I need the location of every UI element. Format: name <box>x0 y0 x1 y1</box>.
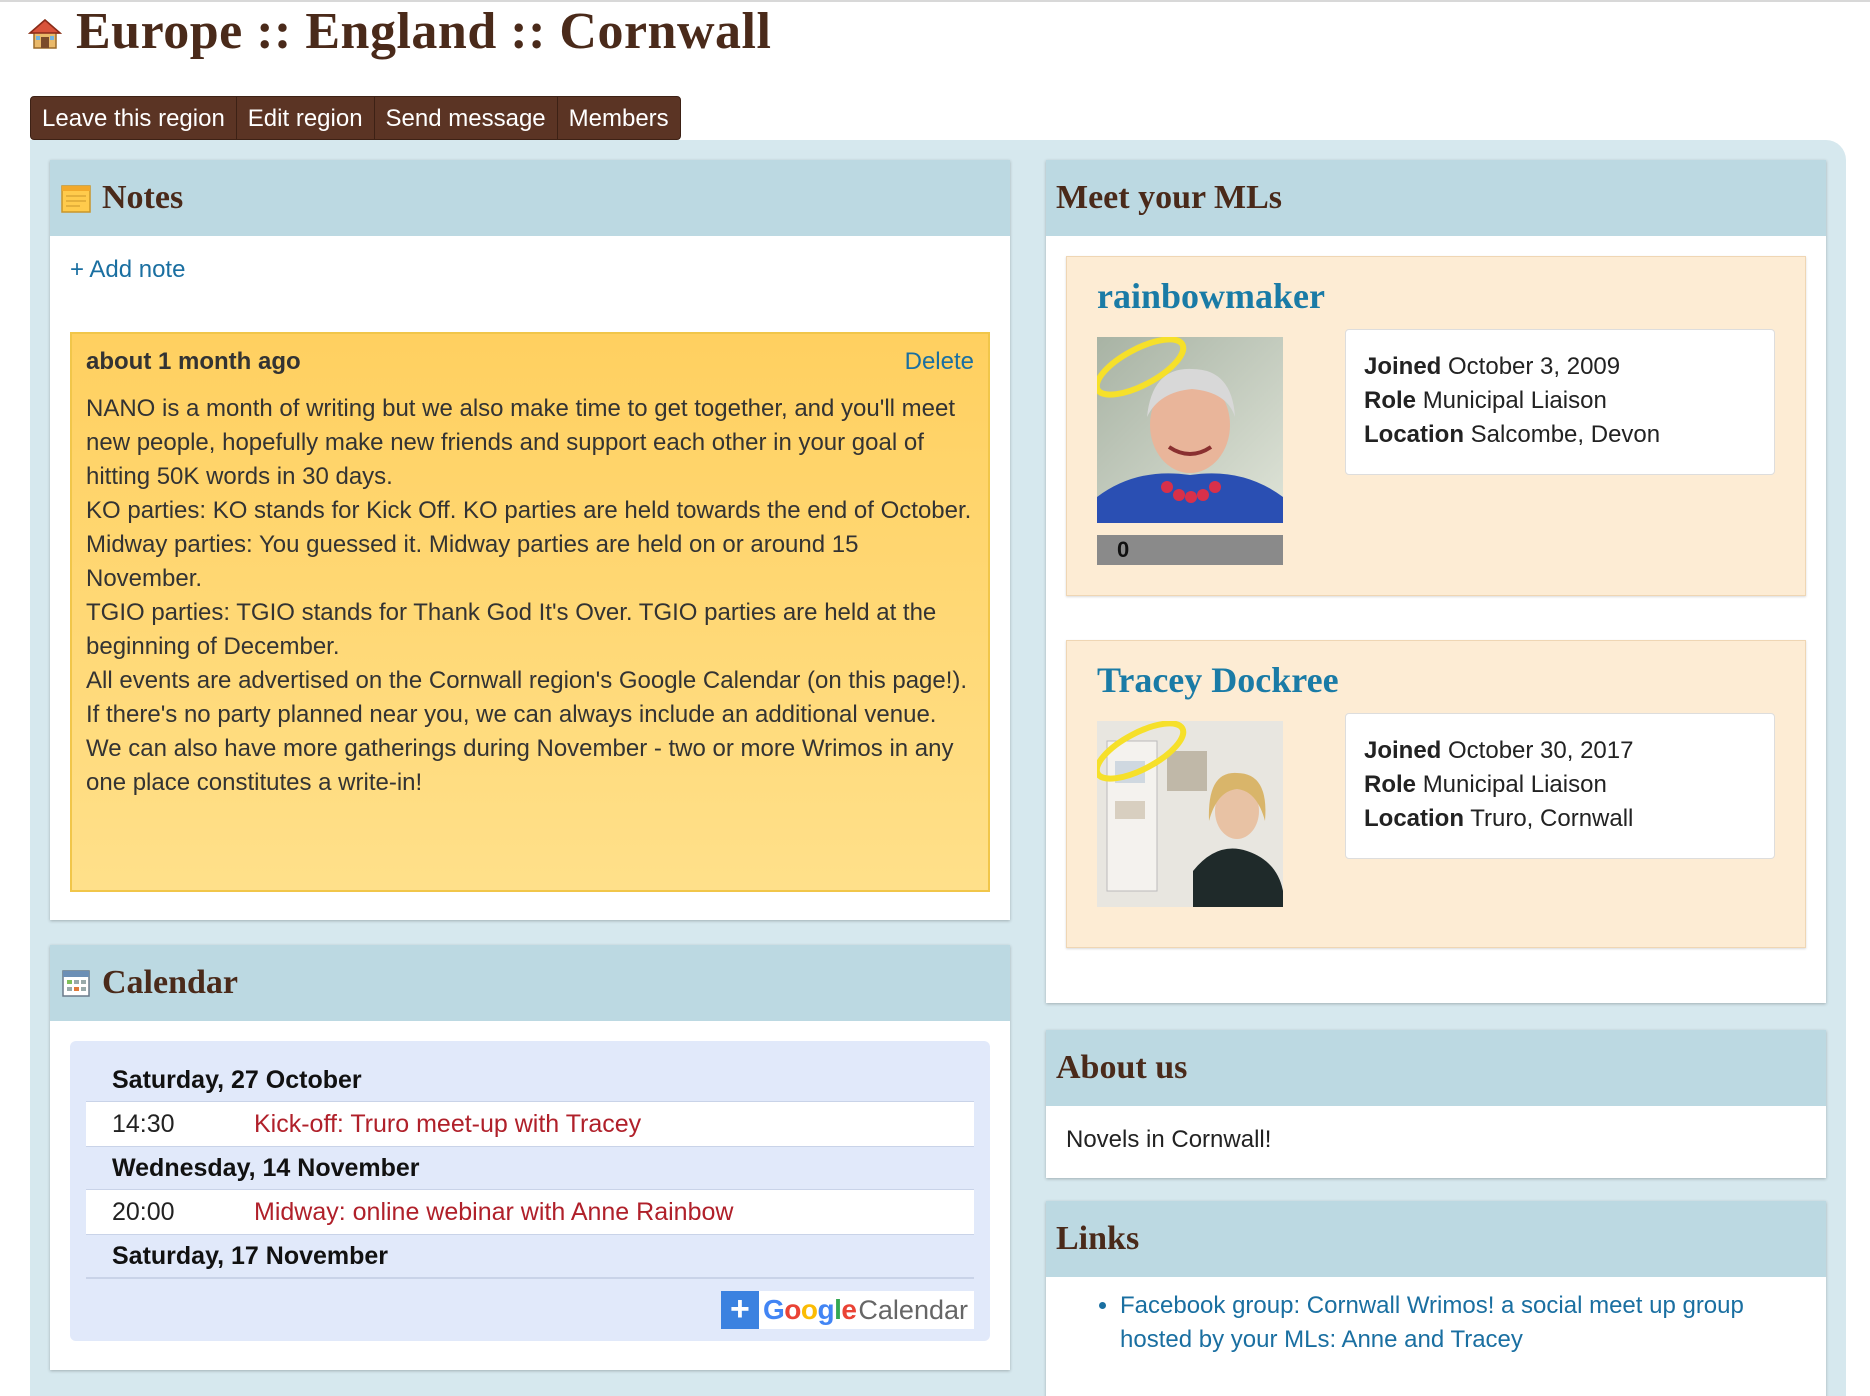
note-line: KO parties: KO stands for Kick Off. KO parties are held towards the end of October. <box>86 497 972 524</box>
location-value: Truro, Cornwall <box>1470 805 1634 832</box>
divider <box>86 1277 974 1279</box>
notes-title: Notes <box>102 179 184 216</box>
home-icon <box>28 17 62 51</box>
calendar-title: Calendar <box>102 964 238 1001</box>
halo-icon <box>1097 721 1195 791</box>
note-line: All events are advertised on the Cornwall region's Google Calendar (on this page!). If there's no party planned near you, we can always include an additional venue. <box>86 667 968 728</box>
note-line: NANO is a month of writing but we also make time to get together, and you'll meet new people, hopefully make new friends and support each other in your goal of hitting 50K words in 30 days. <box>86 395 956 490</box>
links-title: Links <box>1056 1220 1140 1257</box>
calendar-day: Saturday, 27 October <box>112 1066 362 1094</box>
mls-header <box>1046 160 1826 236</box>
delete-note-link[interactable]: Delete <box>904 348 974 375</box>
joined-value: October 30, 2017 <box>1448 737 1634 764</box>
ml-card <box>1066 640 1806 948</box>
ml-name-link[interactable]: rainbowmaker <box>1097 276 1325 316</box>
calendar-day: Wednesday, 14 November <box>112 1154 420 1182</box>
mls-panel <box>1046 160 1826 1003</box>
note-card <box>70 332 990 892</box>
note-timestamp: about 1 month ago <box>86 348 301 375</box>
links-header <box>1046 1201 1826 1277</box>
location-label: Location <box>1364 421 1464 448</box>
joined-value: October 3, 2009 <box>1448 353 1621 380</box>
links-panel <box>1046 1201 1826 1396</box>
about-title: About us <box>1056 1049 1188 1086</box>
plus-icon: + <box>721 1291 759 1329</box>
region-action-bar <box>30 96 681 140</box>
ml-info-box <box>1345 713 1775 859</box>
calendar-event[interactable] <box>86 1189 974 1235</box>
location-label: Location <box>1364 805 1464 832</box>
send-message-button[interactable]: Send message <box>375 97 558 139</box>
calendar-icon <box>60 967 92 999</box>
event-time: 20:00 <box>112 1197 175 1226</box>
role-label: Role <box>1364 387 1417 414</box>
joined-label: Joined <box>1364 737 1442 764</box>
leave-region-button[interactable]: Leave this region <box>31 97 237 139</box>
event-title[interactable]: Kick-off: Truro meet-up with Tracey <box>254 1109 642 1138</box>
about-panel <box>1046 1030 1826 1178</box>
add-note-link[interactable]: + Add note <box>70 256 186 283</box>
add-to-google-calendar-button[interactable] <box>721 1291 974 1329</box>
mls-title: Meet your MLs <box>1056 179 1282 216</box>
main-content <box>30 140 1846 1396</box>
links-list <box>1120 1289 1780 1357</box>
role-value: Municipal Liaison <box>1422 387 1607 414</box>
ml-info-box <box>1345 329 1775 475</box>
calendar-header <box>50 945 1010 1021</box>
members-button[interactable]: Members <box>568 105 669 132</box>
edit-region-button[interactable]: Edit region <box>237 97 375 139</box>
ml-name-link[interactable]: Tracey Dockree <box>1097 660 1339 700</box>
calendar-panel <box>50 945 1010 1370</box>
calendar-wordmark: Calendar <box>858 1294 968 1325</box>
google-wordmark: Google <box>762 1294 857 1325</box>
joined-label: Joined <box>1364 353 1442 380</box>
calendar-day: Saturday, 17 November <box>112 1242 389 1270</box>
role-value: Municipal Liaison <box>1422 771 1607 798</box>
calendar-event[interactable] <box>86 1101 974 1147</box>
page-title: Europe :: England :: Cornwall <box>76 3 772 60</box>
note-line: Midway parties: You guessed it. Midway parties are held on or around 15 November. <box>86 531 859 592</box>
sticky-note-icon <box>60 182 92 214</box>
event-title[interactable]: Midway: online webinar with Anne Rainbow <box>254 1197 734 1226</box>
note-line: TGIO parties: TGIO stands for Thank God It's Over. TGIO parties are held at the beginning of December. <box>86 599 937 660</box>
halo-icon <box>1097 337 1195 407</box>
notes-header <box>50 160 1010 236</box>
ml-card <box>1066 256 1806 596</box>
notes-panel <box>50 160 1010 920</box>
about-header <box>1046 1030 1826 1106</box>
location-value: Salcombe, Devon <box>1470 421 1661 448</box>
word-count-badge: 0 <box>1097 535 1283 565</box>
avatar[interactable] <box>1097 337 1283 523</box>
avatar[interactable] <box>1097 721 1283 907</box>
note-line: We can also have more gatherings during November - two or more Wrimos in any one place constitutes a write-in! <box>86 735 954 796</box>
event-time: 14:30 <box>112 1109 175 1138</box>
about-text: Novels in Cornwall! <box>1066 1126 1272 1153</box>
page-header <box>28 2 771 62</box>
role-label: Role <box>1364 771 1417 798</box>
google-calendar-embed <box>70 1041 990 1341</box>
facebook-group-link[interactable]: Facebook group: Cornwall Wrimos! a social meet up group hosted by your MLs: Anne and Tracey <box>1120 1292 1744 1353</box>
note-body <box>86 392 974 800</box>
